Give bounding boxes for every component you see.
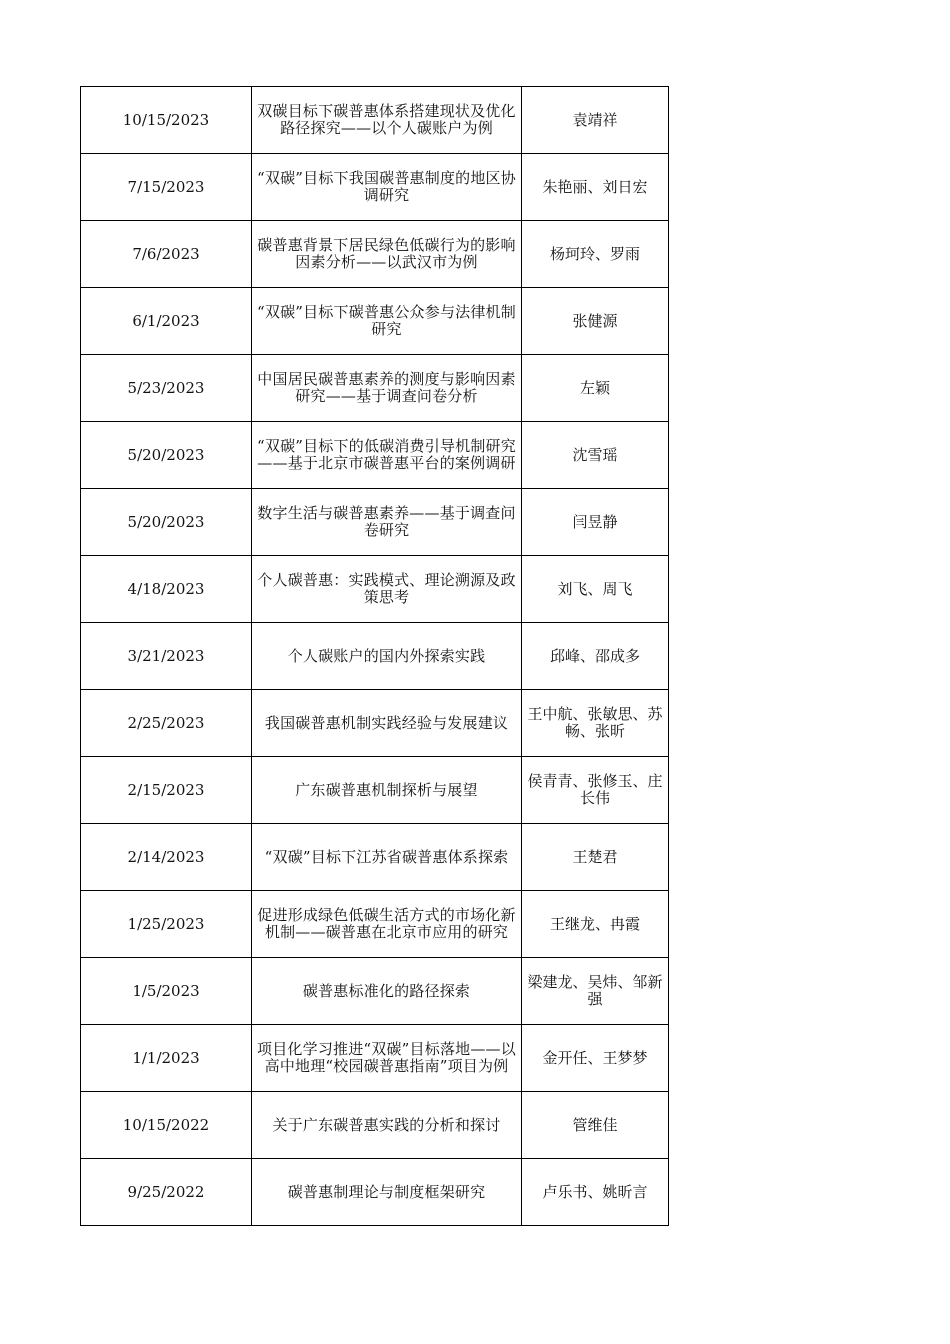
date-cell: 1/1/2023	[81, 1025, 252, 1092]
date-cell: 5/23/2023	[81, 355, 252, 422]
table-row	[81, 623, 669, 690]
title-cell: “双碳”目标下我国碳普惠制度的地区协调研究	[252, 154, 522, 221]
title-cell: 碳普惠背景下居民绿色低碳行为的影响因素分析——以武汉市为例	[252, 221, 522, 288]
author-cell: 卢乐书、姚昕言	[522, 1159, 669, 1226]
author-cell: 侯青青、张修玉、庄长伟	[522, 757, 669, 824]
author-cell: 管维佳	[522, 1092, 669, 1159]
table-row	[81, 221, 669, 288]
author-cell: 左颖	[522, 355, 669, 422]
author-cell: 朱艳丽、刘日宏	[522, 154, 669, 221]
title-cell: 广东碳普惠机制探析与展望	[252, 757, 522, 824]
table-row	[81, 1025, 669, 1092]
table-row	[81, 556, 669, 623]
table-row	[81, 489, 669, 556]
title-cell: 关于广东碳普惠实践的分析和探讨	[252, 1092, 522, 1159]
table-row	[81, 87, 669, 154]
title-cell: 中国居民碳普惠素养的测度与影响因素研究——基于调查问卷分析	[252, 355, 522, 422]
table-row	[81, 154, 669, 221]
author-cell: 袁靖祥	[522, 87, 669, 154]
author-cell: 梁建龙、吴炜、邹新强	[522, 958, 669, 1025]
date-cell: 10/15/2023	[81, 87, 252, 154]
date-cell: 1/25/2023	[81, 891, 252, 958]
title-cell: 我国碳普惠机制实践经验与发展建议	[252, 690, 522, 757]
author-cell: 沈雪瑶	[522, 422, 669, 489]
title-cell: “双碳”目标下江苏省碳普惠体系探索	[252, 824, 522, 891]
date-cell: 4/18/2023	[81, 556, 252, 623]
author-cell: 王楚君	[522, 824, 669, 891]
title-cell: 促进形成绿色低碳生活方式的市场化新机制——碳普惠在北京市应用的研究	[252, 891, 522, 958]
date-cell: 5/20/2023	[81, 422, 252, 489]
author-cell: 杨珂玲、罗雨	[522, 221, 669, 288]
table-row	[81, 891, 669, 958]
date-cell: 10/15/2022	[81, 1092, 252, 1159]
title-cell: 碳普惠制理论与制度框架研究	[252, 1159, 522, 1226]
title-cell: 碳普惠标准化的路径探索	[252, 958, 522, 1025]
title-cell: “双碳”目标下碳普惠公众参与法律机制研究	[252, 288, 522, 355]
table-row	[81, 958, 669, 1025]
table-row	[81, 1092, 669, 1159]
table-row	[81, 757, 669, 824]
title-cell: 项目化学习推进“双碳”目标落地——以高中地理“校园碳普惠指南”项目为例	[252, 1025, 522, 1092]
date-cell: 5/20/2023	[81, 489, 252, 556]
author-cell: 王继龙、冉霞	[522, 891, 669, 958]
table-row	[81, 824, 669, 891]
date-cell: 9/25/2022	[81, 1159, 252, 1226]
author-cell: 刘飞、周飞	[522, 556, 669, 623]
title-cell: “双碳”目标下的低碳消费引导机制研究——基于北京市碳普惠平台的案例调研	[252, 422, 522, 489]
author-cell: 金开任、王梦梦	[522, 1025, 669, 1092]
author-cell: 邱峰、邵成多	[522, 623, 669, 690]
date-cell: 3/21/2023	[81, 623, 252, 690]
references-table	[80, 86, 669, 1226]
title-cell: 数字生活与碳普惠素养——基于调查问卷研究	[252, 489, 522, 556]
table-body	[81, 87, 669, 1226]
title-cell: 个人碳账户的国内外探索实践	[252, 623, 522, 690]
author-cell: 张健源	[522, 288, 669, 355]
date-cell: 2/25/2023	[81, 690, 252, 757]
title-cell: 个人碳普惠：实践模式、理论溯源及政策思考	[252, 556, 522, 623]
author-cell: 王中航、张敏思、苏畅、张昕	[522, 690, 669, 757]
date-cell: 7/15/2023	[81, 154, 252, 221]
date-cell: 2/15/2023	[81, 757, 252, 824]
date-cell: 7/6/2023	[81, 221, 252, 288]
date-cell: 6/1/2023	[81, 288, 252, 355]
author-cell: 闫昱静	[522, 489, 669, 556]
table-row	[81, 288, 669, 355]
table-row	[81, 355, 669, 422]
title-cell: 双碳目标下碳普惠体系搭建现状及优化路径探究——以个人碳账户为例	[252, 87, 522, 154]
date-cell: 1/5/2023	[81, 958, 252, 1025]
table-row	[81, 1159, 669, 1226]
date-cell: 2/14/2023	[81, 824, 252, 891]
table-row	[81, 422, 669, 489]
table-row	[81, 690, 669, 757]
